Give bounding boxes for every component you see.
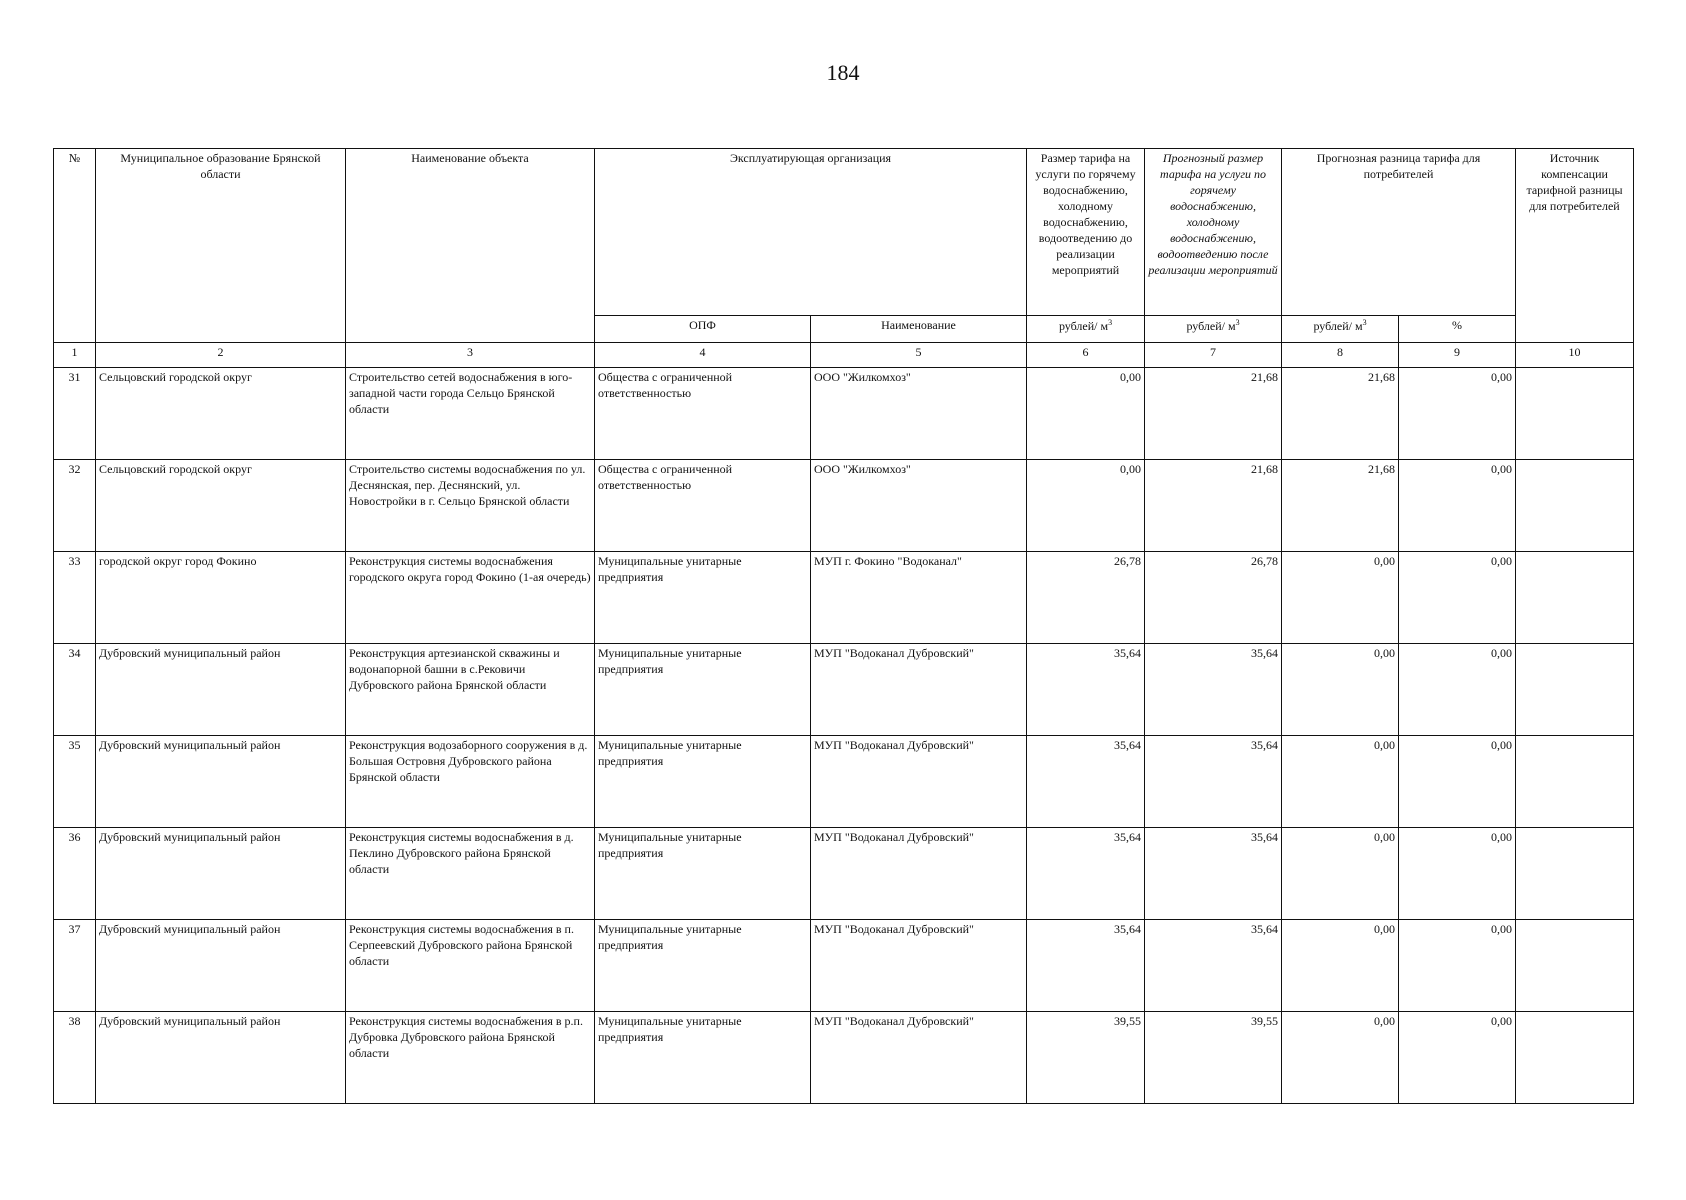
table-row (54, 644, 1634, 736)
object-cell: Реконструкция системы водоснабжения в р.п. Дубровка Дубровского района Брянской области (346, 1012, 595, 1104)
tariff-after-cell: 35,64 (1145, 644, 1282, 736)
tariff-table (53, 148, 1634, 1104)
municipality-cell: Дубровский муниципальный район (96, 920, 346, 1012)
column-number: 3 (346, 343, 595, 368)
source-cell (1516, 552, 1634, 644)
opf-cell: Муниципальные унитарные предприятия (595, 920, 811, 1012)
municipality-cell: Дубровский муниципальный район (96, 828, 346, 920)
tariff-before-cell: 35,64 (1027, 644, 1145, 736)
opf-cell: Общества с ограниченной ответственностью (595, 460, 811, 552)
org-name-cell: МУП "Водоканал Дубровский" (811, 920, 1027, 1012)
source-cell (1516, 920, 1634, 1012)
org-name-cell: МУП "Водоканал Дубровский" (811, 644, 1027, 736)
tariff-after-cell: 35,64 (1145, 828, 1282, 920)
header-object: Наименование объекта (346, 149, 595, 343)
header-org: Эксплуатирующая организация (595, 149, 1027, 316)
source-cell (1516, 460, 1634, 552)
column-number: 1 (54, 343, 96, 368)
row-number: 31 (54, 368, 96, 460)
diff-rub-cell: 21,68 (1282, 368, 1399, 460)
header-diff: Прогнозная разница тарифа для потребителей (1282, 149, 1516, 316)
table-row (54, 828, 1634, 920)
header-source: Источник компенсации тарифной разницы для потребителей (1516, 149, 1634, 343)
object-cell: Реконструкция системы водоснабжения в п. Серпеевский Дубровского района Брянской области (346, 920, 595, 1012)
diff-pct-cell: 0,00 (1399, 736, 1516, 828)
diff-pct-cell: 0,00 (1399, 828, 1516, 920)
row-number: 34 (54, 644, 96, 736)
diff-pct-cell: 0,00 (1399, 552, 1516, 644)
diff-rub-cell: 0,00 (1282, 1012, 1399, 1104)
header-unit-7 (1145, 316, 1282, 343)
header-no: № (54, 149, 96, 343)
tariff-before-cell: 39,55 (1027, 1012, 1145, 1104)
object-cell: Реконструкция артезианской скважины и водонапорной башни в с.Рековичи Дубровского района Брянской области (346, 644, 595, 736)
opf-cell: Муниципальные унитарные предприятия (595, 552, 811, 644)
column-number: 10 (1516, 343, 1634, 368)
tariff-after-cell: 35,64 (1145, 736, 1282, 828)
row-number: 38 (54, 1012, 96, 1104)
source-cell (1516, 368, 1634, 460)
municipality-cell: Дубровский муниципальный район (96, 736, 346, 828)
page-number: 184 (826, 60, 860, 85)
tariff-after-cell: 21,68 (1145, 460, 1282, 552)
opf-cell: Муниципальные унитарные предприятия (595, 828, 811, 920)
tariff-after-cell: 21,68 (1145, 368, 1282, 460)
header-opf: ОПФ (595, 316, 811, 343)
column-number: 6 (1027, 343, 1145, 368)
municipality-cell: Сельцовский городской округ (96, 460, 346, 552)
municipality-cell: Дубровский муниципальный район (96, 644, 346, 736)
opf-cell: Муниципальные унитарные предприятия (595, 644, 811, 736)
column-number: 2 (96, 343, 346, 368)
org-name-cell: ООО "Жилкомхоз" (811, 460, 1027, 552)
row-number: 37 (54, 920, 96, 1012)
diff-rub-cell: 21,68 (1282, 460, 1399, 552)
table-row (54, 920, 1634, 1012)
diff-pct-cell: 0,00 (1399, 920, 1516, 1012)
object-cell: Строительство системы водоснабжения по ул. Деснянская, пер. Деснянский, ул. Новостройки в г. Сельцо Брянской области (346, 460, 595, 552)
municipality-cell: Сельцовский городской округ (96, 368, 346, 460)
org-name-cell: МУП "Водоканал Дубровский" (811, 1012, 1027, 1104)
opf-cell: Общества с ограниченной ответственностью (595, 368, 811, 460)
source-cell (1516, 736, 1634, 828)
diff-pct-cell: 0,00 (1399, 1012, 1516, 1104)
table-row (54, 736, 1634, 828)
org-name-cell: МУП "Водоканал Дубровский" (811, 736, 1027, 828)
header-unit-8 (1282, 316, 1399, 343)
table-row (54, 460, 1634, 552)
org-name-cell: МУП г. Фокино "Водоканал" (811, 552, 1027, 644)
unit-exponent: 3 (1108, 318, 1113, 327)
unit-label: рублей/ м (1058, 319, 1109, 333)
org-name-cell: МУП "Водоканал Дубровский" (811, 828, 1027, 920)
diff-rub-cell: 0,00 (1282, 644, 1399, 736)
diff-rub-cell: 0,00 (1282, 736, 1399, 828)
header-org-name: Наименование (811, 316, 1027, 343)
diff-pct-cell: 0,00 (1399, 368, 1516, 460)
opf-cell: Муниципальные унитарные предприятия (595, 1012, 811, 1104)
header-unit-6 (1027, 316, 1145, 343)
source-cell (1516, 828, 1634, 920)
diff-rub-cell: 0,00 (1282, 920, 1399, 1012)
header-municipality: Муниципальное образование Брянской области (96, 149, 346, 343)
row-number: 35 (54, 736, 96, 828)
header-tariff-after: Прогнозный размер тарифа на услуги по горячему водоснабжению, холодному водоснабжению, водоотведению после реализации мероприятий (1145, 149, 1282, 316)
org-name-cell: ООО "Жилкомхоз" (811, 368, 1027, 460)
diff-rub-cell: 0,00 (1282, 828, 1399, 920)
object-cell: Реконструкция системы водоснабжения городского округа город Фокино (1-ая очередь) (346, 552, 595, 644)
column-number: 7 (1145, 343, 1282, 368)
column-number: 4 (595, 343, 811, 368)
unit-label: рублей/ м (1313, 319, 1363, 333)
tariff-before-cell: 35,64 (1027, 828, 1145, 920)
table-row (54, 1012, 1634, 1104)
source-cell (1516, 644, 1634, 736)
opf-cell: Муниципальные унитарные предприятия (595, 736, 811, 828)
object-cell: Строительство сетей водоснабжения в юго-западной части города Сельцо Брянской области (346, 368, 595, 460)
tariff-after-cell: 35,64 (1145, 920, 1282, 1012)
tariff-after-cell: 39,55 (1145, 1012, 1282, 1104)
unit-exponent: 3 (1235, 318, 1240, 327)
source-cell (1516, 1012, 1634, 1104)
table-row (54, 552, 1634, 644)
object-cell: Реконструкция водозаборного сооружения в д. Большая Островня Дубровского района Брянской области (346, 736, 595, 828)
header-tariff-before: Размер тарифа на услуги по горячему водоснабжению, холодному водоснабжению, водоотведению до реализации мероприятий (1027, 149, 1145, 316)
tariff-before-cell: 35,64 (1027, 736, 1145, 828)
column-number: 9 (1399, 343, 1516, 368)
row-number: 33 (54, 552, 96, 644)
diff-pct-cell: 0,00 (1399, 460, 1516, 552)
municipality-cell: городской округ город Фокино (96, 552, 346, 644)
diff-pct-cell: 0,00 (1399, 644, 1516, 736)
tariff-after-cell: 26,78 (1145, 552, 1282, 644)
tariff-before-cell: 35,64 (1027, 920, 1145, 1012)
municipality-cell: Дубровский муниципальный район (96, 1012, 346, 1104)
tariff-before-cell: 0,00 (1027, 368, 1145, 460)
tariff-before-cell: 26,78 (1027, 552, 1145, 644)
table-row (54, 368, 1634, 460)
tariff-before-cell: 0,00 (1027, 460, 1145, 552)
row-number: 32 (54, 460, 96, 552)
unit-label: рублей/ м (1186, 319, 1236, 333)
column-number: 5 (811, 343, 1027, 368)
row-number: 36 (54, 828, 96, 920)
diff-rub-cell: 0,00 (1282, 552, 1399, 644)
column-number: 8 (1282, 343, 1399, 368)
header-unit-pct: % (1399, 316, 1516, 343)
object-cell: Реконструкция системы водоснабжения в д. Пеклино Дубровского района Брянской области (346, 828, 595, 920)
unit-exponent: 3 (1362, 318, 1367, 327)
